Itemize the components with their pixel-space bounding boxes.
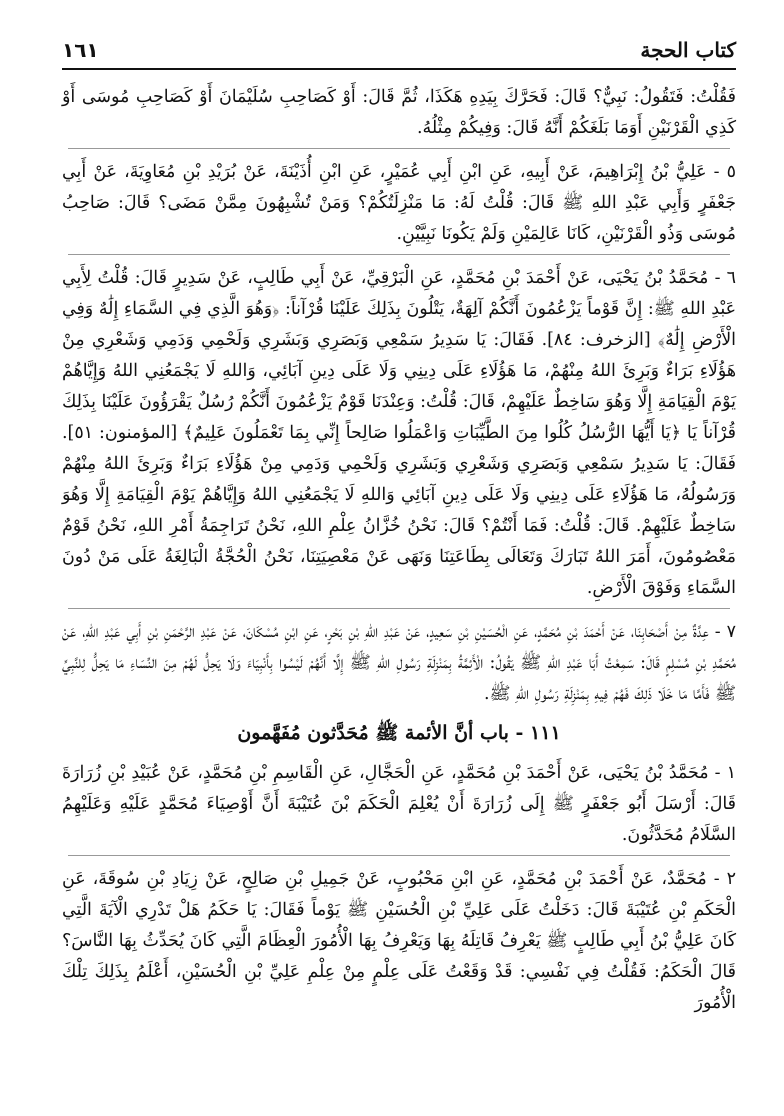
hadith-5: ٥ - عَلِيُّ بْنُ إِبْرَاهِيمَ، عَنْ أَبِيهِ، عَنِ ابْنِ أَبِي عُمَيْرٍ، عَنِ ابْنِ أُذَيْنَةَ، عَنْ بُرَيْدِ بْنِ مُعَاوِيَةَ، عَنْ أَبِي جَعْفَرٍ وَأَبِي عَبْدِ اللهِ ﷺ قَالَ: قُلْتُ لَهُ: مَا مَنْزِلَتُكُمْ؟ وَمَنْ تُشْبِهُونَ مِمَّنْ مَضَى؟ قَالَ: صَاحِبُ مُوسَى وَذُو الْقَرْنَيْنِ، كَانَا عَالِمَيْنِ وَلَمْ يَكُونَا نَبِيَّيْنِ. — [62, 162, 736, 244]
paragraph-divider — [68, 855, 730, 856]
book-page — [62, 38, 736, 1098]
hadith-7: ٧ - عِدَّةٌ مِنْ أَصْحَابِنَا، عَنْ أَحْمَدَ بْنِ مُحَمَّدٍ، عَنِ الْحُسَيْنِ بْنِ سَعِيدٍ، عَنْ عَبْدِ اللهِ بْنِ بَحْرٍ، عَنِ ابْنِ مُسْكَانَ، عَنْ عَبْدِ الرَّحْمَنِ بْنِ أَبِي عَبْدِ اللهِ، عَنْ مُحَمَّدِ بْنِ مُسْلِمٍ قَالَ: سَمِعْتُ أَبَا عَبْدِ اللهِ ﷺ يَقُولُ: الْأَئِمَّةُ بِمَنْزِلَةِ رَسُولِ اللهِ ﷺ إِلَّا أَنَّهُمْ لَيْسُوا بِأَنْبِيَاءَ وَلَا يَحِلُّ لَهُمْ مِنَ النِّسَاءِ مَا يَحِلُّ لِلنَّبِيِّ ﷺ فَأَمَّا مَا خَلَا ذَلِكَ فَهُمْ فِيهِ بِمَنْزِلَةِ رَسُولِ اللهِ ﷺ. — [62, 622, 736, 704]
paragraph-divider — [68, 148, 730, 149]
hadith-1: ١ - مُحَمَّدُ بْنُ يَحْيَى، عَنْ أَحْمَدَ بْنِ مُحَمَّدٍ، عَنِ الْحَجَّالِ، عَنِ الْقَاسِمِ بْنِ مُحَمَّدٍ، عَنْ عُبَيْدِ بْنِ زُرَارَةَ قَالَ: أَرْسَلَ أَبُو جَعْفَرٍ ﷺ إِلَى زُرَارَةَ أَنْ يُعْلِمَ الْحَكَمَ بْنَ عُتَيْبَةَ أَنَّ أَوْصِيَاءَ مُحَمَّدٍ عَلَيْهِ وَعَلَيْهِمُ السَّلَامُ مُحَدَّثُونَ. — [62, 763, 736, 845]
paragraph-divider — [68, 608, 730, 609]
hadith-2: ٢ - مُحَمَّدٌ، عَنْ أَحْمَدَ بْنِ مُحَمَّدٍ، عَنِ ابْنِ مَحْبُوبٍ، عَنْ جَمِيلِ بْنِ صَالِحٍ، عَنْ زِيَادِ بْنِ سُوقَةَ، عَنِ الْحَكَمِ بْنِ عُتَيْبَةَ قَالَ: دَخَلْتُ عَلَى عَلِيِّ بْنِ الْحُسَيْنِ ﷺ يَوْماً فَقَالَ: يَا حَكَمُ هَلْ تَدْرِي الْآيَةَ الَّتِي كَانَ عَلِيُّ بْنُ أَبِي طَالِبٍ ﷺ يَعْرِفُ قَاتِلَهُ بِهَا وَيَعْرِفُ بِهَا الْأُمُورَ الْعِظَامَ الَّتِي كَانَ يُحَدِّثُ بِهَا النَّاسَ؟ قَالَ الْحَكَمُ: فَقُلْتُ فِي نَفْسِي: قَدْ وَقَعْتُ عَلَى عِلْمٍ مِنْ عِلْمِ عَلِيِّ بْنِ الْحُسَيْنِ، أَعْلَمُ بِذَلِكَ تِلْكَ الْأُمُورَ — [62, 869, 736, 1013]
chapter-heading: ١١١ - باب أنَّ الأئمة ﷺ مُحَدَّثون مُفَهَّمون — [237, 722, 561, 744]
book-title: كتاب الحجة — [640, 38, 736, 62]
paragraph-divider — [68, 254, 730, 255]
hadith-6: ٦ - مُحَمَّدُ بْنُ يَحْيَى، عَنْ أَحْمَدَ بْنِ مُحَمَّدٍ، عَنِ الْبَرْقِيِّ، عَنْ أَبِي طَالِبٍ، عَنْ سَدِيرٍ قَالَ: قُلْتُ لِأَبِي عَبْدِ اللهِ ﷺ: إِنَّ قَوْماً يَزْعُمُونَ أَنَّكُمْ آلِهَةٌ، يَتْلُونَ بِذَلِكَ عَلَيْنَا قُرْآناً: ﴿وَهُوَ الَّذِي فِي السَّمَاءِ إِلَٰهٌ وَفِي الْأَرْضِ إِلَٰهٌ﴾ [الزخرف: ٨٤]. فَقَالَ: يَا سَدِيرُ سَمْعِي وَبَصَرِي وَبَشَرِي وَلَحْمِي وَدَمِي وَشَعْرِي مِنْ هَؤُلَاءِ بَرَاءٌ وَبَرِئَ اللهُ مِنْهُمْ، مَا هَؤُلَاءِ عَلَى دِينِي وَلَا عَلَى دِينِ آبَائِي، وَاللهِ لَا يَجْمَعُنِي اللهُ وَإِيَّاهُمْ يَوْمَ الْقِيَامَةِ إِلَّا وَهُوَ سَاخِطٌ عَلَيْهِمْ، قَالَ: قُلْتُ: وَعِنْدَنَا قَوْمٌ يَزْعُمُونَ أَنَّكُمْ رُسُلٌ يَقْرَؤُونَ عَلَيْنَا بِذَلِكَ قُرْآناً يَا ﴿يَا أَيُّهَا الرُّسُلُ كُلُوا مِنَ الطَّيِّبَاتِ وَاعْمَلُوا صَالِحاً إِنِّي بِمَا تَعْمَلُونَ عَلِيمٌ﴾ [المؤمنون: ٥١]. فَقَالَ: يَا سَدِيرُ سَمْعِي وَبَصَرِي وَشَعْرِي وَبَشَرِي وَلَحْمِي وَدَمِي مِنْ هَؤُلَاءِ بَرَاءٌ وَبَرِئَ اللهُ مِنْهُمْ وَرَسُولُهُ، مَا هَؤُلَاءِ عَلَى دِينِي وَلَا عَلَى دِينِ آبَائِي وَاللهِ لَا يَجْمَعُنِي اللهُ وَإِيَّاهُمْ يَوْمَ الْقِيَامَةِ إِلَّا وَهُوَ سَاخِطٌ عَلَيْهِمْ. قَالَ: قُلْتُ: فَمَا أَنْتُمْ؟ قَالَ: نَحْنُ خُزَّانُ عِلْمِ اللهِ، نَحْنُ تَرَاجِمَةُ أَمْرِ اللهِ، نَحْنُ قَوْمٌ مَعْصُومُونَ، أَمَرَ اللهُ تَبَارَكَ وَتَعَالَى بِطَاعَتِنَا وَنَهَى عَنْ مَعْصِيَتِنَا، نَحْنُ الْحُجَّةُ الْبَالِغَةُ عَلَى مَنْ دُونَ السَّمَاءِ وَفَوْقَ الْأَرْضِ. — [62, 268, 736, 598]
page-header — [62, 38, 736, 70]
page-number: ١٦١ — [62, 38, 99, 62]
paragraph-continuation: فَقُلْتُ: فَتَقُولُ: نَبِيٌّ؟ قَالَ: فَحَرَّكَ بِيَدِهِ هَكَذَا، ثُمَّ قَالَ: أَوْ كَصَاحِبِ سُلَيْمَانَ أَوْ كَصَاحِبِ مُوسَى أَوْ كَذِي الْقَرْنَيْنِ أَوَمَا بَلَغَكُمْ أَنَّهُ قَالَ: وَفِيكُمْ مِثْلُهُ. — [62, 87, 736, 138]
